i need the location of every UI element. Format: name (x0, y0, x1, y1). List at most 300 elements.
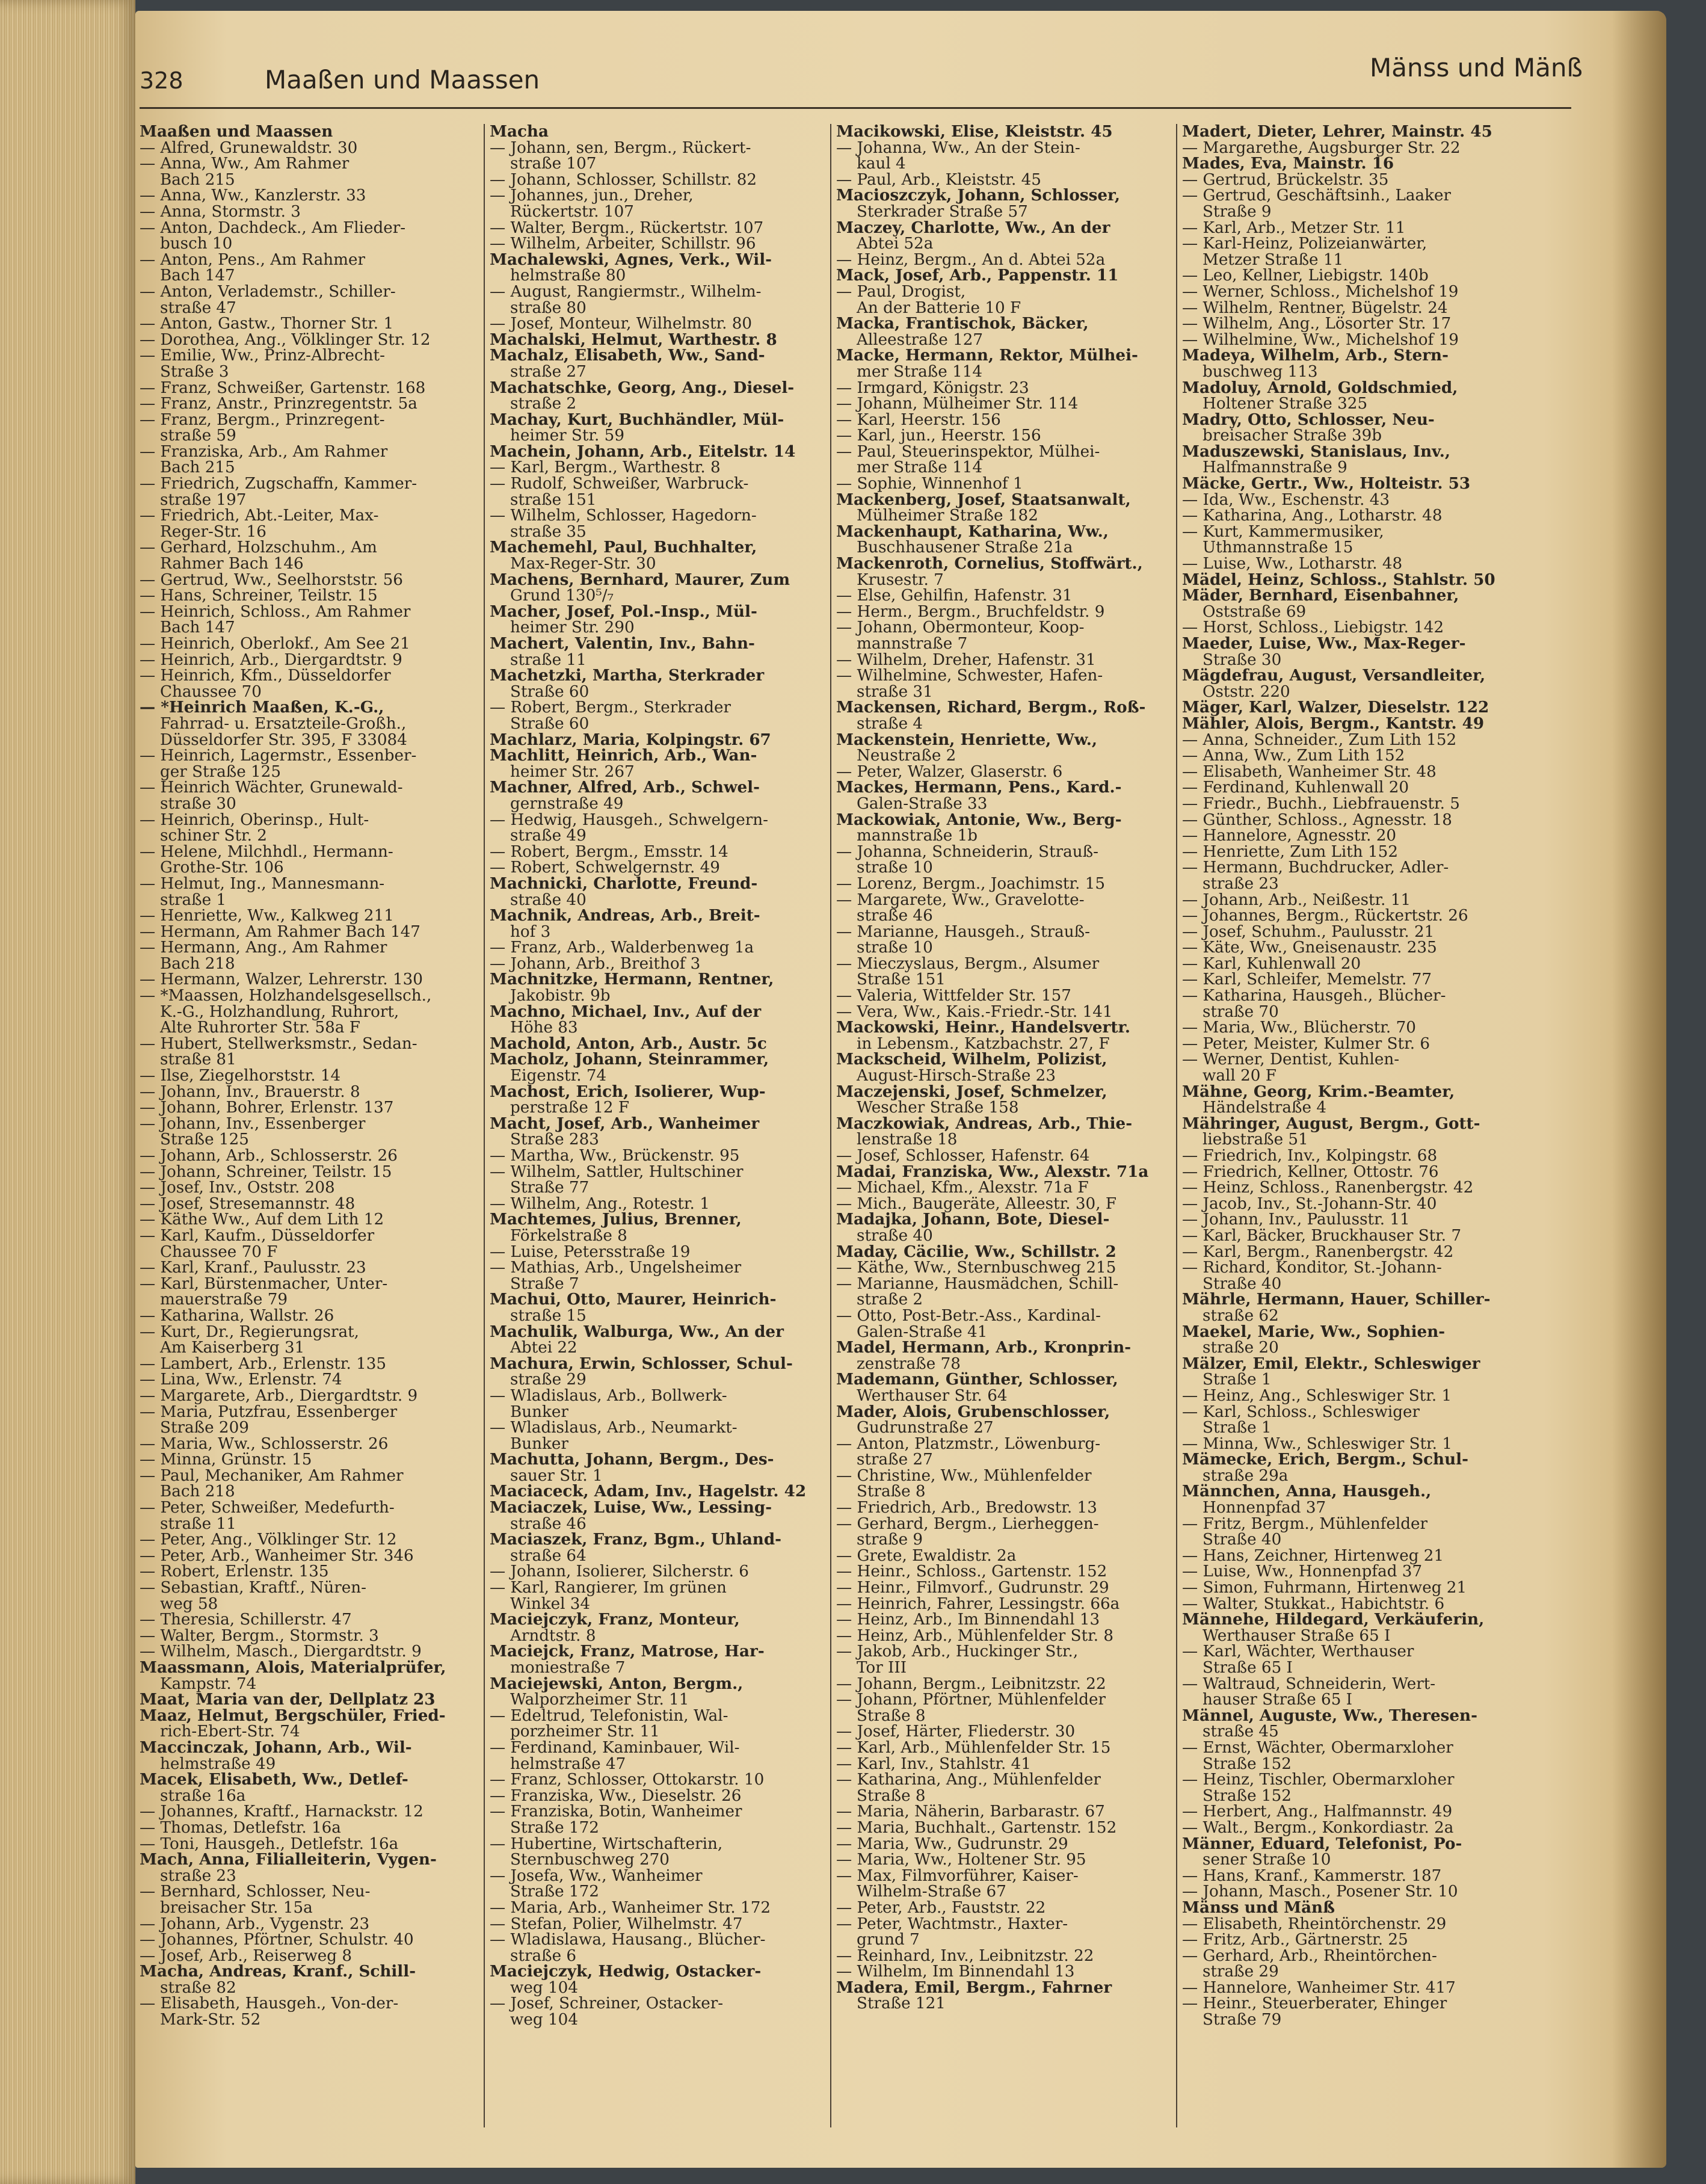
entry-given-name-line: — Johanna, Ww., An der Stein- (836, 138, 1080, 157)
entry-given-name-line: — Wladislaus, Arb., Neumarkt- (490, 1419, 738, 1437)
entry-given-name-line: — Walt., Bergm., Konkordiastr. 2a (1182, 1818, 1454, 1837)
entry-continuation-line: moniestraße 7 (510, 1659, 626, 1677)
entry-surname-line: Machold, Anton, Arb., Austr. 5c (490, 1034, 767, 1053)
entry-surname-line: Mäcke, Gertr., Ww., Holteistr. 53 (1182, 474, 1471, 493)
entry-surname-line: Maaßen und Maassen (140, 124, 333, 141)
entry-given-name-line: — Gertrud, Geschäftsinh., Laaker (1182, 187, 1452, 205)
entry-given-name-line: — Karl-Heinz, Polizeianwärter, (1182, 235, 1427, 253)
entry-given-name-line: — Franziska, Botin, Wanheimer (490, 1803, 742, 1821)
entry-continuation-line: Max-Reger-Str. 30 (510, 555, 656, 573)
entry-given-name-line: — Heinz, Arb., Im Binnendahl 13 (836, 1611, 1100, 1629)
entry-given-name-line: — Karl, Kranf., Paulusstr. 23 (140, 1259, 366, 1277)
entry-continuation-line: Oststr. 220 (1203, 682, 1290, 701)
entry-surname-line: Mackenhaupt, Katharina, Ww., (836, 522, 1109, 541)
entry-given-name-line: — Johann, Inv., Brauerstr. 8 (140, 1082, 360, 1101)
entry-continuation-line: Sterkrader Straße 57 (857, 202, 1028, 221)
entry-continuation-line: Wescher Straße 158 (857, 1099, 1019, 1117)
entry-given-name-line: — Peter, Walzer, Glaserstr. 6 (836, 762, 1063, 781)
entry-given-name-line: — Johann, Bohrer, Erlenstr. 137 (140, 1099, 394, 1117)
entry-given-name-line: — Hubertine, Wirtschafterin, (490, 1834, 723, 1853)
entry-given-name-line: — Johann, Isolierer, Silcherstr. 6 (490, 1562, 749, 1581)
entry-given-name-line: — Johann, Mülheimer Str. 114 (836, 395, 1079, 413)
entry-given-name-line: — Käthe Ww., Auf dem Lith 12 (140, 1211, 384, 1229)
entry-surname-line: Mackensen, Richard, Bergm., Roß- (836, 698, 1146, 717)
entry-given-name-line: — Elisabeth, Wanheimer Str. 48 (1182, 762, 1437, 781)
entry-surname-line: Männer, Eduard, Telefonist, Po- (1182, 1834, 1462, 1853)
entry-continuation-line: straße 27 (510, 362, 587, 381)
entry-continuation-line: heimer Str. 290 (510, 618, 635, 637)
entry-surname-line: Machnik, Andreas, Arb., Breit- (490, 906, 760, 925)
entry-continuation-line: Kampstr. 74 (160, 1674, 257, 1693)
entry-given-name-line: — Josef, Schlosser, Hafenstr. 64 (836, 1147, 1090, 1165)
entry-given-name-line: — Heinrich, Oberinsp., Hult- (140, 810, 369, 829)
entry-continuation-line: straße 40 (510, 890, 587, 909)
entry-surname-line: Mämecke, Erich, Bergm., Schul- (1182, 1450, 1468, 1469)
entry-given-name-line: — Karl, Schloss., Schleswiger (1182, 1402, 1420, 1421)
entry-surname-line: Machner, Alfred, Arb., Schwel- (490, 778, 760, 797)
entry-surname-line: Mädel, Heinz, Schloss., Stahlstr. 50 (1182, 570, 1495, 589)
entry-given-name-line: — Hermann, Buchdrucker, Adler- (1182, 859, 1449, 877)
entry-surname-line: Mägdefrau, August, Versandleiter, (1182, 666, 1486, 685)
entry-given-name-line: — Wilhelm, Sattler, Hultschiner (490, 1162, 744, 1181)
entry-continuation-line: straße 4 (857, 714, 923, 733)
entry-surname-line: Machein, Johann, Arb., Eitelstr. 14 (490, 442, 796, 461)
entry-given-name-line: — Friedrich, Arb., Bredowstr. 13 (836, 1499, 1097, 1517)
entry-given-name-line: — Paul, Drogist, (836, 282, 966, 301)
entry-continuation-line: weg 104 (510, 1978, 578, 1997)
entry-continuation-line: sener Straße 10 (1203, 1851, 1331, 1869)
entry-given-name-line: — Anna, Ww., Am Rahmer (140, 155, 350, 173)
entry-given-name-line: — Heinr., Steuerberater, Ehinger (1182, 1994, 1447, 2013)
entry-continuation-line: Eigenstr. 74 (510, 1067, 607, 1085)
entry-surname-line: Maciejewski, Anton, Bergm., (490, 1674, 744, 1693)
entry-given-name-line: — Grete, Ewaldistr. 2a (836, 1546, 1017, 1565)
entry-continuation-line: schiner Str. 2 (160, 827, 267, 845)
entry-surname-line: Madera, Emil, Bergm., Fahrner (836, 1978, 1112, 1997)
entry-surname-line: Machui, Otto, Maurer, Heinrich- (490, 1290, 777, 1309)
entry-given-name-line: — Jakob, Arb., Huckinger Str., (836, 1643, 1079, 1661)
entry-continuation-line: An der Batterie 10 F (857, 298, 1021, 317)
entry-given-name-line: — Anton, Gastw., Thorner Str. 1 (140, 315, 394, 333)
entry-continuation-line: Walporzheimer Str. 11 (510, 1691, 689, 1709)
entry-surname-line: Machulik, Walburga, Ww., An der (490, 1322, 784, 1341)
entry-surname-line: Machetzki, Martha, Sterkrader (490, 666, 765, 685)
entry-given-name-line: — Karl, Schleifer, Memelstr. 77 (1182, 970, 1432, 989)
entry-given-name-line: — Josef, Inv., Oststr. 208 (140, 1179, 335, 1197)
entry-continuation-line: straße 27 (857, 1451, 933, 1469)
entry-given-name-line: — Elisabeth, Rheintörchenstr. 29 (1182, 1914, 1447, 1933)
entry-given-name-line: — Max, Filmvorführer, Kaiser- (836, 1866, 1079, 1885)
entry-surname-line: Macek, Elisabeth, Ww., Detlef- (140, 1770, 408, 1789)
entry-surname-line: Mähringer, August, Bergm., Gott- (1182, 1114, 1480, 1133)
entry-continuation-line: Galen-Straße 33 (857, 794, 988, 813)
entry-given-name-line: — Heinrich, Lagermstr., Essenber- (140, 747, 417, 765)
entry-given-name-line: — Johannes, Kraftf., Harnackstr. 12 (140, 1803, 423, 1821)
entry-given-name-line: — Wladislaus, Arb., Bollwerk- (490, 1386, 727, 1405)
entry-given-name-line: — Richard, Konditor, St.-Johann- (1182, 1259, 1442, 1277)
entry-continuation-line: Straße 9 (1203, 202, 1272, 221)
entry-given-name-line: — Johann, Bergm., Leibnitzstr. 22 (836, 1674, 1106, 1693)
entry-given-name-line: — Käthe, Ww., Sternbuschweg 215 (836, 1259, 1116, 1277)
entry-continuation-line: Uthmannstraße 15 (1203, 538, 1353, 557)
entry-surname-line: Mademann, Günther, Schlosser, (836, 1370, 1118, 1389)
entry-given-name-line: — Franz, Arb., Walderbenweg 1a (490, 939, 754, 957)
entry-continuation-line: porzheimer Str. 11 (510, 1723, 660, 1741)
entry-surname-line: Mades, Eva, Mainstr. 16 (1182, 154, 1394, 173)
entry-continuation-line: mannstraße 1b (857, 827, 978, 845)
entry-continuation-line: perstraße 12 F (510, 1099, 630, 1117)
entry-given-name-line: — Anton, Dachdeck., Am Flieder- (140, 218, 406, 237)
entry-given-name-line: — Maria, Putzfrau, Essenberger (140, 1402, 398, 1421)
entry-given-name-line: — Walter, Bergm., Rückertstr. 107 (490, 218, 764, 237)
entry-given-name-line: — Friedrich, Zugschaffn, Kammer- (140, 475, 417, 493)
entry-given-name-line: — Heinz, Tischler, Obermarxloher (1182, 1771, 1455, 1789)
entry-given-name-line: — Christine, Ww., Mühlenfelder (836, 1466, 1092, 1485)
entry-surname-line: Macha, Andreas, Kranf., Schill- (140, 1962, 416, 1981)
entry-continuation-line: Straße 8 (857, 1706, 926, 1725)
entry-continuation-line: Bach 218 (160, 954, 235, 973)
entry-given-name-line: — Karl, Bürstenmacher, Unter- (140, 1274, 388, 1293)
entry-continuation-line: Bunker (510, 1402, 568, 1421)
entry-surname-line: Maeder, Luise, Ww., Max-Reger- (1182, 634, 1466, 653)
entry-surname-line: Machemehl, Paul, Buchhalter, (490, 538, 757, 557)
entry-surname-line: Madai, Franziska, Ww., Alexstr. 71a (836, 1162, 1149, 1181)
entry-given-name-line: — Irmgard, Königstr. 23 (836, 378, 1029, 397)
entry-continuation-line: Bach 215 (160, 458, 235, 477)
entry-surname-line: Maassmann, Alois, Materialprüfer, (140, 1658, 446, 1677)
entry-given-name-line: — Johann, Pförtner, Mühlenfelder (836, 1691, 1106, 1709)
entry-continuation-line: Straße 60 (510, 714, 590, 733)
entry-given-name-line: — Johann, Masch., Posener Str. 10 (1182, 1883, 1458, 1901)
page-number: 328 (140, 67, 183, 94)
entry-continuation-line: straße 29 (510, 1371, 587, 1389)
entry-surname-line: Maciejck, Franz, Matrose, Har- (490, 1642, 765, 1661)
entry-given-name-line: — August, Rangiermstr., Wilhelm- (490, 282, 762, 301)
entry-given-name-line: — Luise, Petersstraße 19 (490, 1242, 691, 1261)
entry-continuation-line: weg 104 (510, 2011, 578, 2029)
entry-continuation-line: Holtener Straße 325 (1203, 395, 1368, 413)
entry-given-name-line: — Valeria, Wittfelder Str. 157 (836, 987, 1071, 1005)
entry-given-name-line: — Wilhelm, Ang., Rotestr. 1 (490, 1194, 710, 1213)
entry-given-name-line: — Paul, Mechaniker, Am Rahmer (140, 1466, 404, 1485)
entry-given-name-line: — Friedr., Buchh., Liebfrauenstr. 5 (1182, 794, 1460, 813)
entry-continuation-line: straße 29a (1203, 1466, 1289, 1485)
entry-surname-line: Maday, Cäcilie, Ww., Schillstr. 2 (836, 1242, 1116, 1261)
entry-surname-line: Mackowski, Heinr., Handelsvertr. (836, 1018, 1130, 1037)
entry-given-name-line: — Henriette, Ww., Kalkweg 211 (140, 907, 394, 925)
entry-given-name-line: — Heinrich, Schloss., Am Rahmer (140, 602, 411, 621)
entry-continuation-line: Buschhausener Straße 21a (857, 538, 1073, 557)
entry-given-name-line: — Anton, Verlademstr., Schiller- (140, 282, 396, 301)
entry-surname-line: Maciaceck, Adam, Inv., Hagelstr. 42 (490, 1482, 807, 1501)
entry-continuation-line: straße 11 (160, 1514, 236, 1533)
entry-continuation-line: heimer Str. 59 (510, 427, 624, 445)
entry-continuation-line: straße 59 (160, 427, 236, 445)
entry-given-name-line: — Johann, Arb., Neißestr. 11 (1182, 890, 1411, 909)
entry-continuation-line: mer Straße 114 (857, 362, 983, 381)
entry-continuation-line: Rahmer Bach 146 (160, 555, 304, 573)
entry-continuation-line: helmstraße 47 (510, 1754, 626, 1773)
entry-continuation-line: rich-Ebert-Str. 74 (160, 1723, 300, 1741)
entry-given-name-line: — Anna, Stormstr. 3 (140, 202, 301, 221)
entry-given-name-line: — Hans, Schreiner, Teilstr. 15 (140, 587, 378, 605)
entry-continuation-line: helmstraße 80 (510, 267, 626, 285)
entry-continuation-line: straße 6 (510, 1946, 577, 1965)
entry-surname-line: Männel, Auguste, Ww., Theresen- (1182, 1706, 1477, 1725)
entry-given-name-line: — Gerhard, Holzschuhm., Am (140, 538, 377, 557)
entry-continuation-line: straße 10 (857, 939, 933, 957)
entry-surname-line: Machalewski, Agnes, Verk., Wil- (490, 250, 772, 269)
entry-surname-line: Mackscheid, Wilhelm, Polizist, (836, 1050, 1107, 1069)
entry-continuation-line: Händelstraße 4 (1203, 1099, 1327, 1117)
directory-column-2 (490, 124, 833, 2152)
entry-given-name-line: — Karl, Rangierer, Im grünen (490, 1579, 727, 1597)
entry-continuation-line: Abtei 52a (857, 235, 934, 253)
entry-given-name-line: — Hermann, Am Rahmer Bach 147 (140, 922, 420, 941)
entry-continuation-line: Straße 65 I (1203, 1659, 1293, 1677)
entry-surname-line: Mach, Anna, Filialleiterin, Vygen- (140, 1850, 437, 1869)
entry-given-name-line: — Martha, Ww., Brückenstr. 95 (490, 1147, 740, 1165)
entry-given-name-line: — Franziska, Arb., Am Rahmer (140, 442, 388, 461)
entry-continuation-line: Tor III (857, 1659, 907, 1677)
entry-given-name-line: — Dorothea, Ang., Völklinger Str. 12 (140, 330, 431, 349)
entry-given-name-line: — Kurt, Kammermusiker, (1182, 522, 1384, 541)
entry-continuation-line: straße 30 (160, 794, 236, 813)
entry-given-name-line: — Reinhard, Inv., Leibnitzstr. 22 (836, 1946, 1094, 1965)
entry-continuation-line: Straße 1 (1203, 1419, 1272, 1437)
entry-continuation-line: Straße 1 (1203, 1371, 1272, 1389)
entry-given-name-line: — Hans, Kranf., Kammerstr. 187 (1182, 1866, 1442, 1885)
entry-surname-line: Mackowiak, Antonie, Ww., Berg- (836, 810, 1122, 829)
entry-given-name-line: — Ferdinand, Kaminbauer, Wil- (490, 1738, 740, 1757)
entry-surname-line: Macha (490, 124, 549, 141)
entry-continuation-line: Arndtstr. 8 (510, 1626, 596, 1645)
entry-continuation-line: straße 1 (160, 890, 227, 909)
entry-given-name-line: — Hedwig, Hausgeh., Schwelgern- (490, 810, 768, 829)
entry-given-name-line: — Kurt, Dr., Regierungsrat, (140, 1322, 359, 1341)
entry-given-name-line: — Johannes, Pförtner, Schulstr. 40 (140, 1931, 414, 1949)
entry-continuation-line: Straße 30 (1203, 650, 1282, 669)
entry-given-name-line: — Heinr., Schloss., Gartenstr. 152 (836, 1562, 1107, 1581)
entry-given-name-line: — Luise, Ww., Lotharstr. 48 (1182, 555, 1403, 573)
entry-given-name-line: — Franz, Schweißer, Gartenstr. 168 (140, 378, 426, 397)
entry-continuation-line: mer Straße 114 (857, 458, 983, 477)
entry-given-name-line: — Johannes, jun., Dreher, (490, 187, 694, 205)
entry-continuation-line: Straße 3 (160, 362, 229, 381)
entry-continuation-line: Wilhelm-Straße 67 (857, 1883, 1006, 1901)
entry-continuation-line: straße 46 (857, 907, 933, 925)
entry-given-name-line: — Walter, Stukkat., Habichtstr. 6 (1182, 1594, 1445, 1613)
entry-given-name-line: — Mich., Baugeräte, Alleestr. 30, F (836, 1194, 1117, 1213)
entry-given-name-line: — Katharina, Ang., Lotharstr. 48 (1182, 507, 1443, 525)
entry-given-name-line: — Karl, Bergm., Ranenbergstr. 42 (1182, 1242, 1454, 1261)
entry-given-name-line: — Lina, Ww., Erlenstr. 74 (140, 1371, 342, 1389)
entry-continuation-line: Straße 40 (1203, 1274, 1282, 1293)
entry-continuation-line: Werthauser Str. 64 (857, 1386, 1008, 1405)
entry-given-name-line: — Maria, Ww., Schlosserstr. 26 (140, 1434, 389, 1453)
entry-continuation-line: straße 46 (510, 1514, 587, 1533)
entry-continuation-line: Straße 121 (857, 1994, 946, 2013)
entry-surname-line: Maaz, Helmut, Bergschüler, Fried- (140, 1706, 446, 1725)
entry-continuation-line: Alleestraße 127 (857, 330, 984, 349)
entry-given-name-line: — Gerhard, Arb., Rheintörchen- (1182, 1946, 1437, 1965)
entry-continuation-line: straße 23 (1203, 874, 1279, 893)
entry-surname-line: Madert, Dieter, Lehrer, Mainstr. 45 (1182, 124, 1492, 141)
entry-given-name-line: — Heinz, Ang., Schleswiger Str. 1 (1182, 1386, 1452, 1405)
entry-given-name-line: — Josef, Arb., Reiserweg 8 (140, 1946, 352, 1965)
entry-given-name-line: — Thomas, Detlefstr. 16a (140, 1818, 341, 1837)
entry-surname-line: Machert, Valentin, Inv., Bahn- (490, 634, 755, 653)
entry-surname-line: Machost, Erich, Isolierer, Wup- (490, 1082, 766, 1101)
entry-given-name-line: — Wilhelm, Im Binnendahl 13 (836, 1963, 1075, 1981)
running-head-right: Mänss und Mänß (1369, 53, 1583, 82)
entry-surname-line: Maczkowiak, Andreas, Arb., Thie- (836, 1114, 1133, 1133)
entry-given-name-line: — Ernst, Wächter, Obermarxloher (1182, 1738, 1453, 1757)
entry-surname-line: Mackenberg, Josef, Staatsanwalt, (836, 490, 1131, 509)
entry-given-name-line: — Margarete, Arb., Diergardtstr. 9 (140, 1386, 418, 1405)
column-divider (484, 124, 485, 2127)
entry-surname-line: Macke, Hermann, Rektor, Mülhei- (836, 346, 1138, 365)
entry-continuation-line: weg 58 (160, 1594, 218, 1613)
entry-given-name-line: — Elisabeth, Hausgeh., Von-der- (140, 1994, 399, 2013)
entry-continuation-line: straße 40 (857, 1226, 933, 1245)
entry-continuation-line: Straße 7 (510, 1274, 579, 1293)
entry-surname-line: Maccinczak, Johann, Arb., Wil- (140, 1738, 412, 1757)
entry-given-name-line: — Karl, Kaufm., Düsseldorfer (140, 1226, 375, 1245)
entry-continuation-line: Bach 147 (160, 267, 235, 285)
entry-continuation-line: Reger-Str. 16 (160, 522, 266, 541)
entry-given-name-line: — Franz, Anstr., Prinzregentstr. 5a (140, 395, 417, 413)
entry-continuation-line: straße 45 (1203, 1723, 1279, 1741)
entry-given-name-line: — Johann, Arb., Schlosserstr. 26 (140, 1147, 398, 1165)
entry-continuation-line: Chaussee 70 F (160, 1242, 278, 1261)
entry-given-name-line: — Sebastian, Kraftf., Nüren- (140, 1579, 366, 1597)
entry-surname-line: Macikowski, Elise, Kleiststr. 45 (836, 124, 1113, 141)
entry-given-name-line: — Heinrich, Arb., Diergardtstr. 9 (140, 650, 402, 669)
entry-continuation-line: Sternbuschweg 270 (510, 1851, 670, 1869)
entry-given-name-line: — Anna, Schneider., Zum Lith 152 (1182, 730, 1457, 749)
entry-given-name-line: — Margarethe, Augsburger Str. 22 (1182, 138, 1461, 157)
entry-surname-line: Machutta, Johann, Bergm., Des- (490, 1450, 774, 1469)
entry-surname-line: Macher, Josef, Pol.-Insp., Mül- (490, 602, 757, 621)
entry-continuation-line: straße 197 (160, 490, 247, 509)
entry-continuation-line: Rückertstr. 107 (510, 202, 634, 221)
entry-continuation-line: Krusestr. 7 (857, 570, 944, 589)
entry-surname-line: Madeya, Wilhelm, Arb., Stern- (1182, 346, 1449, 365)
entry-given-name-line: — Friedrich, Inv., Kolpingstr. 68 (1182, 1147, 1438, 1165)
entry-given-name-line: — Peter, Ang., Völklinger Str. 12 (140, 1531, 397, 1549)
entry-given-name-line: — Emilie, Ww., Prinz-Albrecht- (140, 347, 385, 365)
entry-continuation-line: Winkel 34 (510, 1594, 591, 1613)
entry-surname-line: Madajka, Johann, Bote, Diesel- (836, 1210, 1110, 1229)
entry-continuation-line: straße 80 (510, 298, 587, 317)
entry-given-name-line: — Heinrich, Kfm., Düsseldorfer (140, 667, 391, 685)
entry-continuation-line: Straße 151 (857, 970, 946, 989)
directory-column-4 (1182, 124, 1525, 2152)
entry-surname-line: Madoluy, Arnold, Goldschmied, (1182, 378, 1458, 397)
entry-given-name-line: — Maria, Buchhalt., Gartenstr. 152 (836, 1818, 1117, 1837)
entry-given-name-line: — Josef, Monteur, Wilhelmstr. 80 (490, 315, 753, 333)
entry-continuation-line: gernstraße 49 (510, 794, 624, 813)
entry-given-name-line: — Hannelore, Wanheimer Str. 417 (1182, 1978, 1456, 1997)
entry-continuation-line: straße 10 (857, 859, 933, 877)
entry-continuation-line: mauerstraße 79 (160, 1291, 288, 1309)
entry-given-name-line: — Josefa, Ww., Wanheimer (490, 1866, 703, 1885)
entry-given-name-line: — Mathias, Arb., Ungelsheimer (490, 1259, 742, 1277)
entry-surname-line: Mäger, Karl, Walzer, Dieselstr. 122 (1182, 698, 1489, 717)
entry-surname-line: Maciaszek, Franz, Bgm., Uhland- (490, 1530, 782, 1549)
entry-continuation-line: heimer Str. 267 (510, 762, 635, 781)
entry-continuation-line: Chaussee 70 (160, 682, 262, 701)
directory-column-1 (140, 124, 482, 2152)
entry-given-name-line: — Robert, Erlenstr. 135 (140, 1562, 329, 1581)
entry-continuation-line: hof 3 (510, 922, 551, 941)
entry-given-name-line: — Karl, Kuhlenwall 20 (1182, 954, 1361, 973)
entry-surname-line: Männehe, Hildegard, Verkäuferin, (1182, 1610, 1485, 1629)
entry-given-name-line: — Karl, Arb., Metzer Str. 11 (1182, 218, 1406, 237)
entry-given-name-line: — Marianne, Hausmädchen, Schill- (836, 1274, 1119, 1293)
entry-surname-line: Macioszczyk, Johann, Schlosser, (836, 186, 1120, 205)
entry-continuation-line: straße 23 (160, 1866, 236, 1885)
entry-continuation-line: Straße 40 (1203, 1531, 1282, 1549)
entry-surname-line: Maciejczyk, Hedwig, Ostacker- (490, 1962, 762, 1981)
entry-continuation-line: Halfmannstraße 9 (1203, 458, 1347, 477)
entry-continuation-line: Straße 60 (510, 682, 590, 701)
entry-given-name-line: — Günther, Schloss., Agnesstr. 18 (1182, 810, 1452, 829)
entry-continuation-line: straße 35 (510, 522, 587, 541)
entry-surname-line: Männchen, Anna, Hausgeh., (1182, 1482, 1432, 1501)
entry-given-name-line: — Hermann, Ang., Am Rahmer (140, 939, 387, 957)
entry-surname-line: Mähler, Alois, Bergm., Kantstr. 49 (1182, 714, 1485, 733)
entry-given-name-line: — Karl, Bäcker, Bruckhauser Str. 7 (1182, 1226, 1462, 1245)
entry-surname-line: Maekel, Marie, Ww., Sophien- (1182, 1322, 1446, 1341)
entry-given-name-line: — *Heinrich Maaßen, K.-G., (140, 698, 384, 717)
entry-given-name-line: — Johann, Inv., Paulusstr. 11 (1182, 1211, 1410, 1229)
entry-continuation-line: mannstraße 7 (857, 635, 968, 653)
entry-surname-line: Mackenstein, Henriette, Ww., (836, 730, 1097, 749)
entry-given-name-line: — Margarete, Ww., Gravelotte- (836, 890, 1085, 909)
entry-surname-line: Maciejczyk, Franz, Monteur, (490, 1610, 740, 1629)
entry-continuation-line: straße 2 (857, 1291, 923, 1309)
entry-continuation-line: Straße 172 (510, 1818, 599, 1837)
entry-surname-line: Mackes, Hermann, Pens., Kard.- (836, 778, 1122, 797)
entry-continuation-line: straße 70 (1203, 1002, 1279, 1021)
entry-given-name-line: — Johann, Arb., Vygenstr. 23 (140, 1914, 370, 1933)
entry-given-name-line: — Theresia, Schillerstr. 47 (140, 1611, 352, 1629)
entry-continuation-line: straße 82 (160, 1978, 236, 1997)
entry-continuation-line: buschweg 113 (1203, 362, 1318, 381)
entry-given-name-line: — Gerhard, Bergm., Lierheggen- (836, 1514, 1099, 1533)
entry-given-name-line: — Robert, Schwelgernstr. 49 (490, 859, 720, 877)
entry-given-name-line: — Herm., Bergm., Bruchfeldstr. 9 (836, 602, 1105, 621)
entry-given-name-line: — Karl, Arb., Mühlenfelder Str. 15 (836, 1738, 1111, 1757)
entry-surname-line: Machens, Bernhard, Maurer, Zum (490, 570, 790, 589)
entry-given-name-line: — Josef, Härter, Fliederstr. 30 (836, 1723, 1076, 1741)
entry-given-name-line: — Friedrich, Abt.-Leiter, Max- (140, 507, 379, 525)
entry-given-name-line: — Heinz, Arb., Mühlenfelder Str. 8 (836, 1626, 1114, 1645)
entry-continuation-line: Fahrrad- u. Ersatzteile-Großh., (160, 714, 407, 733)
entry-surname-line: Machlarz, Maria, Kolpingstr. 67 (490, 730, 771, 749)
entry-given-name-line: — Else, Gehilfin, Hafenstr. 31 (836, 587, 1073, 605)
entry-surname-line: Mänss und Mänß (1182, 1898, 1335, 1917)
entry-given-name-line: — Otto, Post-Betr.-Ass., Kardinal- (836, 1306, 1101, 1325)
entry-continuation-line: Mark-Str. 52 (160, 2011, 261, 2029)
entry-continuation-line: August-Hirsch-Straße 23 (857, 1067, 1056, 1085)
entry-given-name-line: — Wilhelm, Rentner, Bügelstr. 24 (1182, 298, 1448, 317)
entry-surname-line: Machalz, Elisabeth, Ww., Sand- (490, 346, 765, 365)
entry-continuation-line: zenstraße 78 (857, 1354, 961, 1373)
entry-surname-line: Machtemes, Julius, Brenner, (490, 1210, 742, 1229)
